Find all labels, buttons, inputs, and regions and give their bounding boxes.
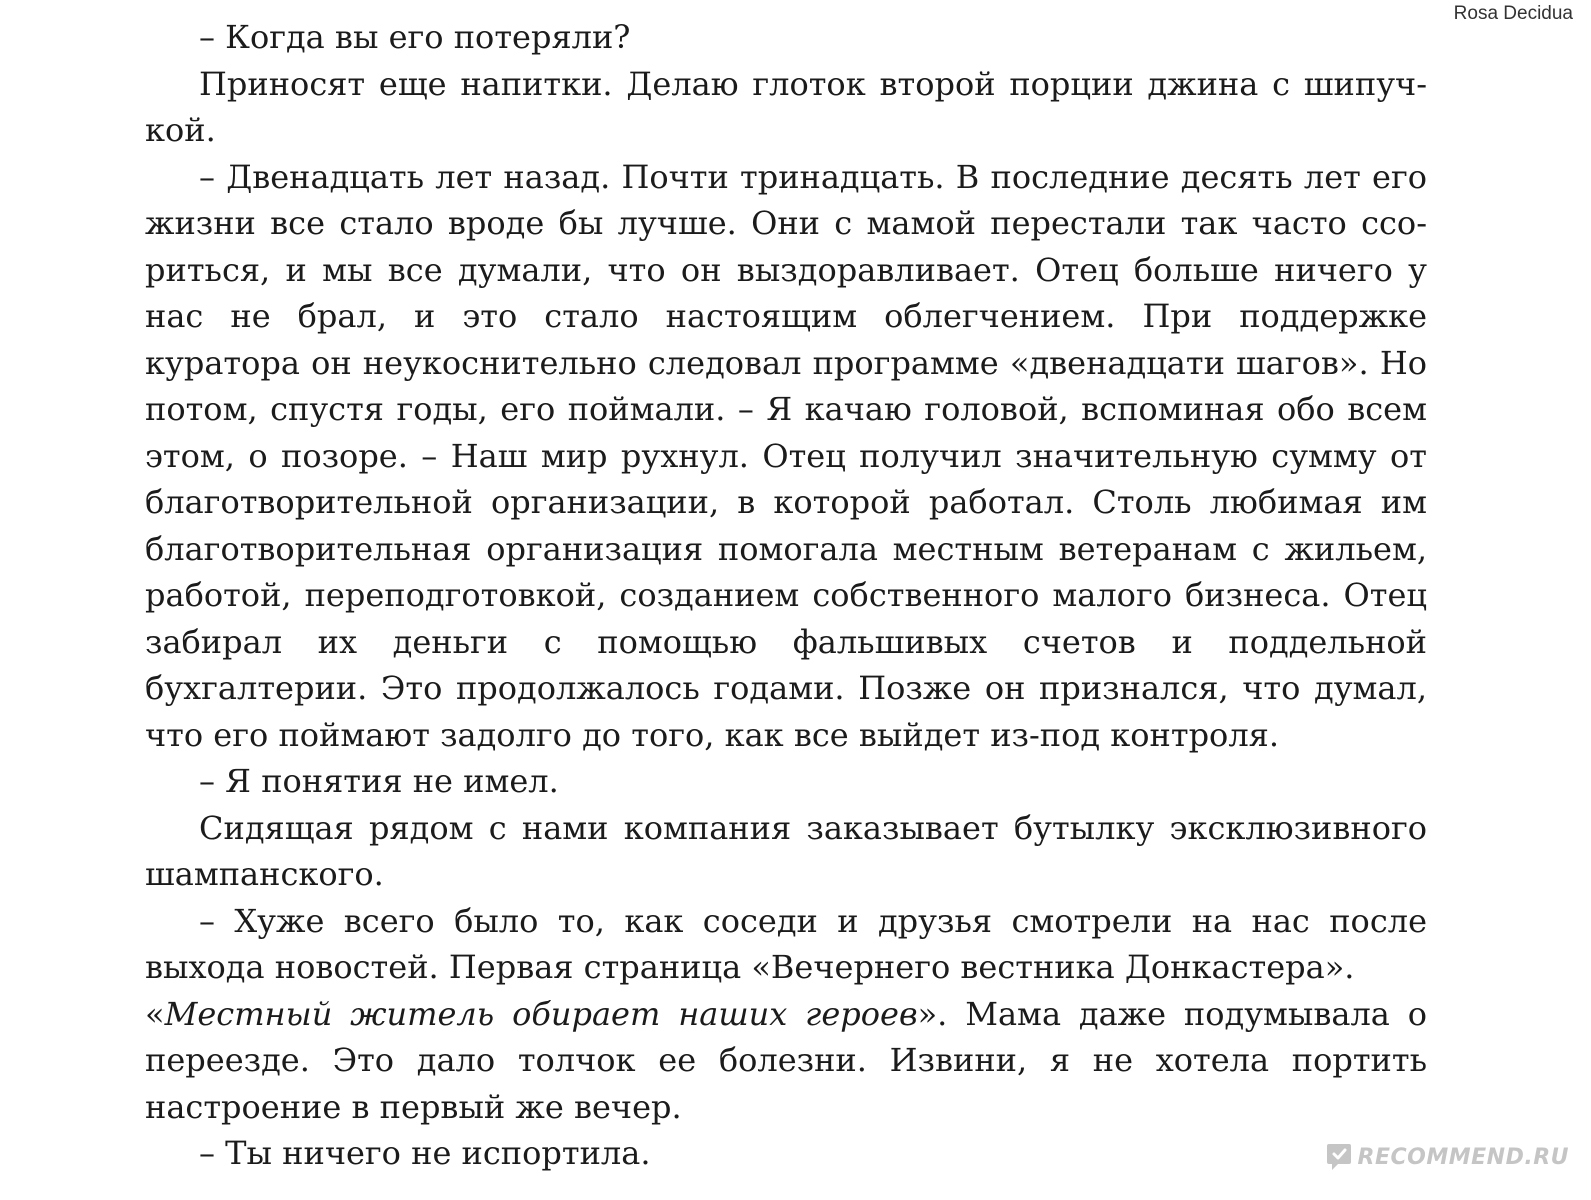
paragraph bbox=[145, 898, 1427, 1131]
paragraph: – Двенадцать лет назад. Почти тринадцать. В последние десять лет его жизни все стало вроде бы лучше. Они с мамой перестали так часто ссориться, и мы все думали, что он выздоравливает. Отец больше ничего у нас не брал, и это стало настоящим облегчением. При поддержке куратора он неукоснительно следовал программе «двенадцати шагов». Но потом, спустя годы, его поймали. – Я качаю головой, вспоминая обо всем этом, о позоре. – Наш мир рухнул. Отец получил значительную сумму от благотворительной организации, в которой работал. Столь любимая им благотворительная организация помогала местным ветеранам с жильем, работой, переподготовкой, созданием собственного малого бизнеса. Отец забирал их деньги с помощью фальшивых счетов и поддельной бухгалтерии. Это продолжалось годами. Позже он признался, что думал, что его поймают задолго до того, как все выйдет из-под контроля. bbox=[145, 157, 1427, 754]
open-quote: « bbox=[145, 994, 165, 1033]
paragraph: – Когда вы его потеряли? bbox=[199, 18, 631, 56]
author-signature: Rosa Decidua bbox=[1453, 3, 1573, 24]
recommend-logo-icon bbox=[1326, 1142, 1352, 1172]
paragraph: Сидящая рядом с нами компания заказывает бутылку эксклюзивного шампанского. bbox=[145, 808, 1427, 893]
newspaper-headline: Местный житель обирает наших героев bbox=[164, 994, 918, 1033]
paragraph: – Я понятия не имел. bbox=[199, 762, 559, 800]
paragraph: Приносят еще напитки. Делаю глоток второй порции джина с шипучкой. bbox=[145, 64, 1427, 149]
book-page bbox=[145, 14, 1427, 1177]
watermark-text: RECOMMEND.RU bbox=[1357, 1144, 1569, 1170]
paragraph-text: – Хуже всего было то, как соседи и друзья смотрели на нас после выхода новостей. Первая страница «Вечернего вестника Донкастера». bbox=[145, 901, 1427, 986]
watermark bbox=[1326, 1142, 1569, 1172]
paragraph: – Ты ничего не испортила. bbox=[199, 1134, 651, 1172]
paragraph-text: ». Мама даже подумывала о переезде. Это дало толчок ее болезни. Извини, я не хотела портить настроение в первый же вечер. bbox=[145, 994, 1427, 1126]
